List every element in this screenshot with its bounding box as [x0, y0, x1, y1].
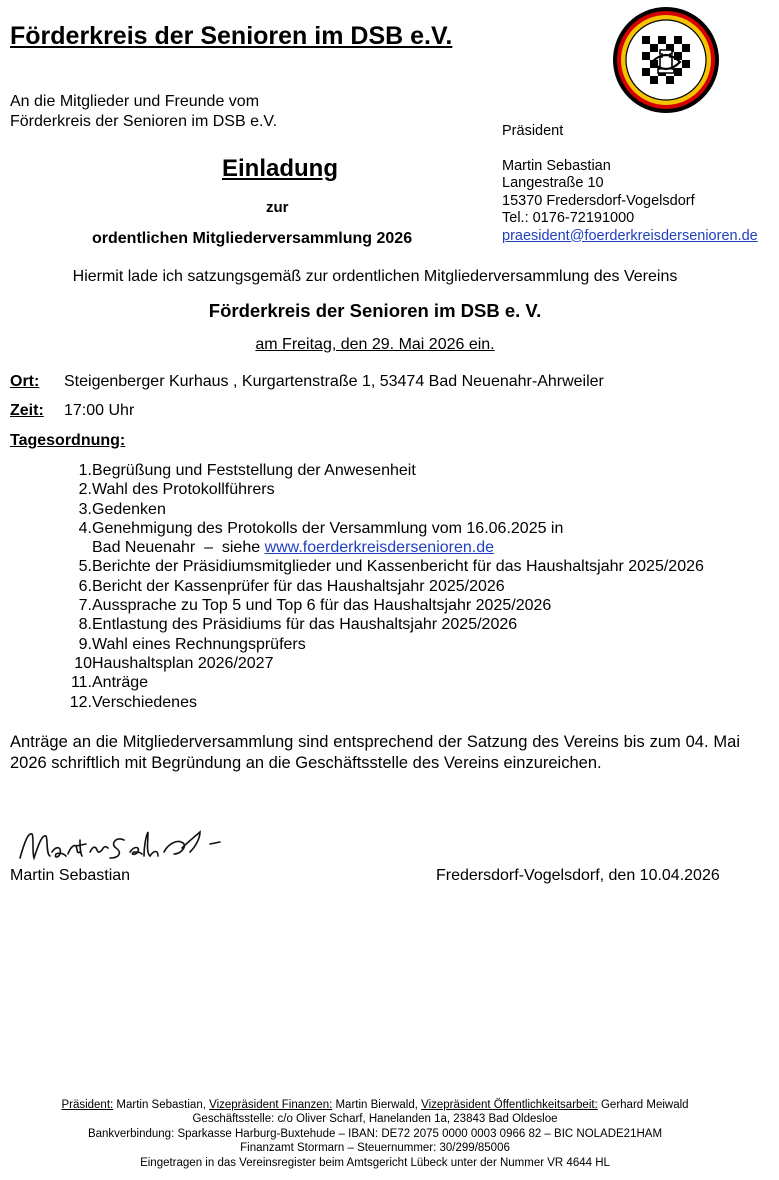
motions-paragraph: Anträge an die Mitgliederversammlung sind entsprechend der Satzung des Vereins bis zum 04. Mai 2026 schriftlich mit Begründung an die Geschäftsstelle des Vereins einzureichen.	[10, 733, 740, 772]
invitation-intro: Hiermit lade ich satzungsgemäß zur ordentlichen Mitgliederversammlung des Vereins	[72, 268, 678, 285]
agenda-item-number: 8.	[78, 616, 92, 634]
footer-bank: Bankverbindung: Sparkasse Harburg-Buxtehude – IBAN: DE72 2075 0000 0003 0966 82 – BIC NOLADE21HAM	[87, 1127, 663, 1140]
agenda-item	[60, 673, 704, 692]
president-contact	[502, 123, 758, 245]
agenda-item	[60, 461, 704, 480]
president-street: Langestraße 10	[502, 175, 604, 191]
recipient-line-2: Förderkreis der Senioren im DSB e.V.	[10, 113, 278, 130]
agenda-item-text: Anträge	[92, 674, 149, 692]
agenda-item-number: 4.	[78, 519, 92, 537]
agenda-item-number: 5.	[78, 558, 92, 576]
footer-vp-finance-name: Martin Bierwald,	[332, 1099, 422, 1111]
agenda-item-text: Begrüßung und Feststellung der Anwesenheit	[92, 462, 416, 479]
footer-vp-finance-label: Vizepräsident Finanzen:	[209, 1099, 333, 1111]
footer-president-label: Präsident:	[61, 1099, 114, 1111]
meeting-date: am Freitag, den 29. Mai 2026 ein.	[255, 336, 495, 353]
club-logo-icon	[612, 6, 720, 114]
organization-title: Förderkreis der Senioren im DSB e.V.	[10, 22, 453, 50]
agenda-item-number: 11.	[70, 674, 92, 692]
agenda-item-number: 3.	[78, 500, 92, 518]
agenda-item-number: 6.	[78, 577, 92, 595]
footer-board-line	[0, 1098, 750, 1112]
agenda-item-text: Entlastung des Präsidiums für das Haushaltsjahr 2025/2026	[92, 616, 518, 634]
time-label: Zeit:	[10, 402, 44, 419]
signature-icon	[14, 822, 229, 870]
signer-name: Martin Sebastian	[10, 867, 131, 884]
president-name: Martin Sebastian	[502, 157, 611, 174]
agenda-item-number: 9.	[78, 635, 92, 653]
invitation-org-name: Förderkreis der Senioren im DSB e. V.	[208, 300, 542, 321]
location-label: Ort:	[10, 373, 40, 390]
footer-register: Eingetragen in das Vereinsregister beim Amtsgericht Lübeck unter der Nummer VR 4644 HL	[140, 1156, 610, 1169]
agenda-item	[60, 577, 704, 596]
place-and-date: Fredersdorf-Vogelsdorf, den 10.04.2026	[436, 867, 720, 884]
agenda-item	[60, 480, 704, 499]
footer-tax-office: Finanzamt Stormarn – Steuernummer: 30/299/85006	[240, 1142, 510, 1155]
agenda-item-text-line1: Genehmigung des Protokolls der Versammlung vom 16.06.2025 in	[92, 519, 564, 537]
footer-office: Geschäftsstelle: c/o Oliver Scharf, Hanelanden 1a, 23843 Bad Oldesloe	[192, 1113, 558, 1126]
agenda-item	[60, 519, 704, 558]
agenda-item-text	[92, 519, 563, 558]
president-email-link[interactable]: praesident@foerderkreisdersenioren.de	[502, 227, 758, 244]
agenda-item	[60, 557, 704, 576]
location-row	[10, 373, 604, 391]
agenda-item-text: Wahl eines Rechnungsprüfers	[92, 635, 306, 653]
agenda-item	[60, 596, 704, 615]
agenda-item	[60, 693, 704, 712]
location-value: Steigenberger Kurhaus , Kurgartenstraße 1, 53474 Bad Neuenahr-Ahrweiler	[64, 373, 604, 390]
agenda-item-number: 7.	[78, 597, 92, 615]
agenda-item	[60, 635, 704, 654]
footer-vp-pr-name: Gerhard Meiwald	[597, 1099, 689, 1111]
website-link[interactable]: www.foerderkreisdersenioren.de	[264, 539, 495, 557]
president-role: Präsident	[502, 123, 564, 139]
footer-vp-pr-label: Vizepräsident Öffentlichkeitsarbeit:	[421, 1099, 598, 1111]
agenda-item	[60, 500, 704, 519]
time-row	[10, 402, 134, 420]
agenda-item-number: 10	[74, 654, 92, 672]
footer	[0, 1098, 750, 1170]
agenda-item-text: Gedenken	[92, 500, 166, 518]
agenda-item-text: Aussprache zu Top 5 und Top 6 für das Haushaltsjahr 2025/2026	[92, 597, 552, 615]
recipient-line-1: An die Mitglieder und Freunde vom	[10, 93, 260, 110]
agenda-item-text: Verschiedenes	[92, 693, 197, 711]
president-phone: Tel.: 0176-72191000	[502, 210, 635, 226]
invitation-title: Einladung	[222, 155, 338, 182]
agenda-item-number: 2.	[78, 481, 92, 499]
president-city: 15370 Fredersdorf-Vogelsdorf	[502, 192, 695, 209]
recipient-address	[10, 92, 277, 132]
agenda-heading: Tagesordnung:	[10, 432, 126, 449]
agenda-item-text: Bericht der Kassenprüfer für das Haushaltsjahr 2025/2026	[92, 577, 505, 595]
agenda-item	[60, 615, 704, 634]
agenda-item-text: Haushaltsplan 2026/2027	[92, 654, 274, 672]
invitation-subtitle: ordentlichen Mitgliederversammlung 2026	[92, 230, 413, 247]
agenda-item-number: 12.	[69, 693, 92, 711]
footer-president-name: Martin Sebastian,	[113, 1099, 210, 1111]
agenda-list	[60, 461, 704, 712]
agenda-item-text: Berichte der Präsidiumsmitglieder und Kassenbericht für das Haushaltsjahr 2025/2026	[92, 558, 704, 576]
agenda-item-text: Wahl des Protokollführers	[92, 481, 275, 499]
agenda-item-number: 1.	[78, 462, 92, 479]
invitation-zur: zur	[266, 199, 289, 216]
time-value: 17:00 Uhr	[64, 402, 135, 419]
agenda-item	[60, 654, 704, 673]
agenda-item-text-line2: Bad Neuenahr – siehe	[92, 539, 265, 557]
